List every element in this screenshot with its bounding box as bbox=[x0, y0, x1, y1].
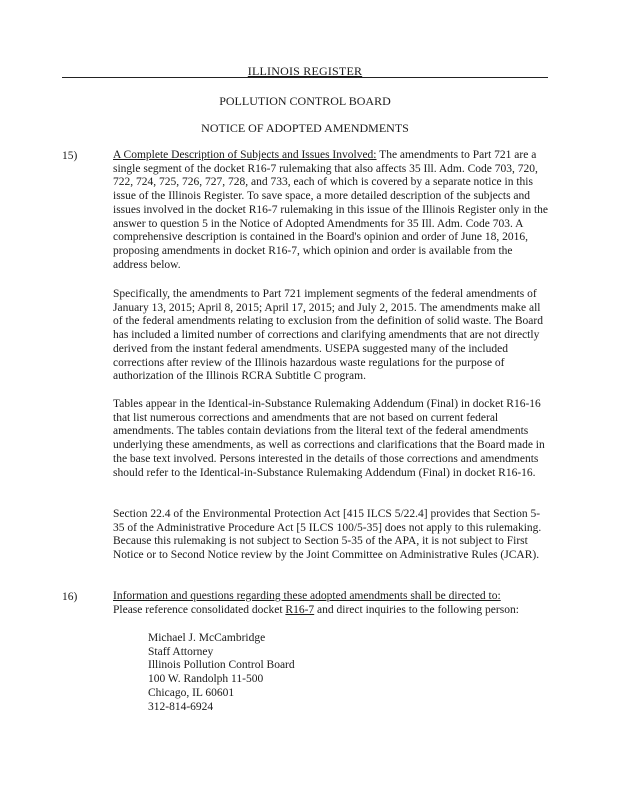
item-16-line2-end: and direct inquiries to the following person: bbox=[314, 603, 519, 616]
item-16-text bbox=[113, 590, 549, 617]
board-name: POLLUTION CONTROL BOARD bbox=[219, 94, 391, 108]
item-number-16: 16) bbox=[62, 591, 78, 603]
item-15-paragraph-4: Section 22.4 of the Environmental Protection Act [415 ILCS 5/22.4] provides that Section 5-35 of the Administrative Procedure Act [5 ILCS 100/5-35] does not apply to this rulemaking. Because this rulemaking is not subject to Section 5-35 of the APA, it is not subject to First Notice or to Second Notice review by the Joint Committee on Administrative Rules (JCAR). bbox=[113, 508, 542, 562]
item-16-heading: Information and questions regarding these adopted amendments shall be directed to: bbox=[113, 590, 501, 602]
item-15-paragraph-3: Tables appear in the Identical-in-Substance Rulemaking Addendum (Final) in docket R16-16 that list numerous corrections and amendments that are not based on current federal amendments. The tables contain deviations from the literal text of the federal amendments underlying these amendments, as well as corrections and clarifications that the Board made in the base text involved. Persons interested in the details of those corrections and amendments should refer to the Identical-in-Substance Rulemaking Addendum (Final) in docket R16-16. bbox=[113, 398, 545, 479]
contact-address: 100 W. Randolph 11-500 bbox=[148, 673, 264, 686]
contact-name: Michael J. McCambridge bbox=[148, 632, 266, 644]
contact-city: Chicago, IL 60601 bbox=[148, 686, 235, 699]
item-15-paragraph-2: Specifically, the amendments to Part 721 implement segments of the federal amendments of January 13, 2015; April 8, 2015; April 17, 2015; and July 2, 2015. The amendments make all of the federal amendments relating to exclusion from the definition of solid waste. The Board has included a limited number of corrections and clarifying amendments that are not directly derived from the instant federal amendments. USEPA suggested many of the included corrections after review of the Illinois hazardous waste regulations for the purpose of authorization of the Illinois RCRA Subtitle C program. bbox=[113, 288, 543, 383]
register-header bbox=[62, 64, 548, 84]
contact-title: Staff Attorney bbox=[148, 645, 214, 658]
item-number-15: 15) bbox=[62, 150, 78, 162]
contact-org: Illinois Pollution Control Board bbox=[148, 659, 295, 672]
item-15-paragraph-1 bbox=[113, 149, 549, 272]
notice-title: NOTICE OF ADOPTED AMENDMENTS bbox=[201, 121, 409, 135]
contact-block bbox=[148, 632, 448, 701]
item-15-intro-text: The amendments to Part 721 are a single segment of the docket R16-7 rulemaking that also affects 35 Ill. Adm. Code 703, 720, 722, 724, 725, 726, 727, 728, and 733, each of which is covered by a separate notice in this issue of the Illinois Register. To save space, a more detailed description of the subjects and issues involved in the docket R16-7 rulemaking in this issue of the Illinois Register only in the answer to question 5 in the Notice of Adopted Amendments for 35 Ill. Adm. Code 703. A comprehensive description is contained in the Board's opinion and order of June 18, 2016, proposing amendments in docket R16-7, which opinion and order is available from the address below. bbox=[113, 149, 549, 271]
item-15-heading: A Complete Description of Subjects and Issues Involved: bbox=[113, 149, 377, 161]
contact-phone: 312-814-6924 bbox=[148, 701, 214, 713]
register-title: ILLINOIS REGISTER bbox=[247, 64, 363, 78]
item-16-line2-start: Please reference consolidated docket bbox=[113, 603, 286, 616]
docket-link[interactable]: R16-7 bbox=[285, 603, 315, 616]
